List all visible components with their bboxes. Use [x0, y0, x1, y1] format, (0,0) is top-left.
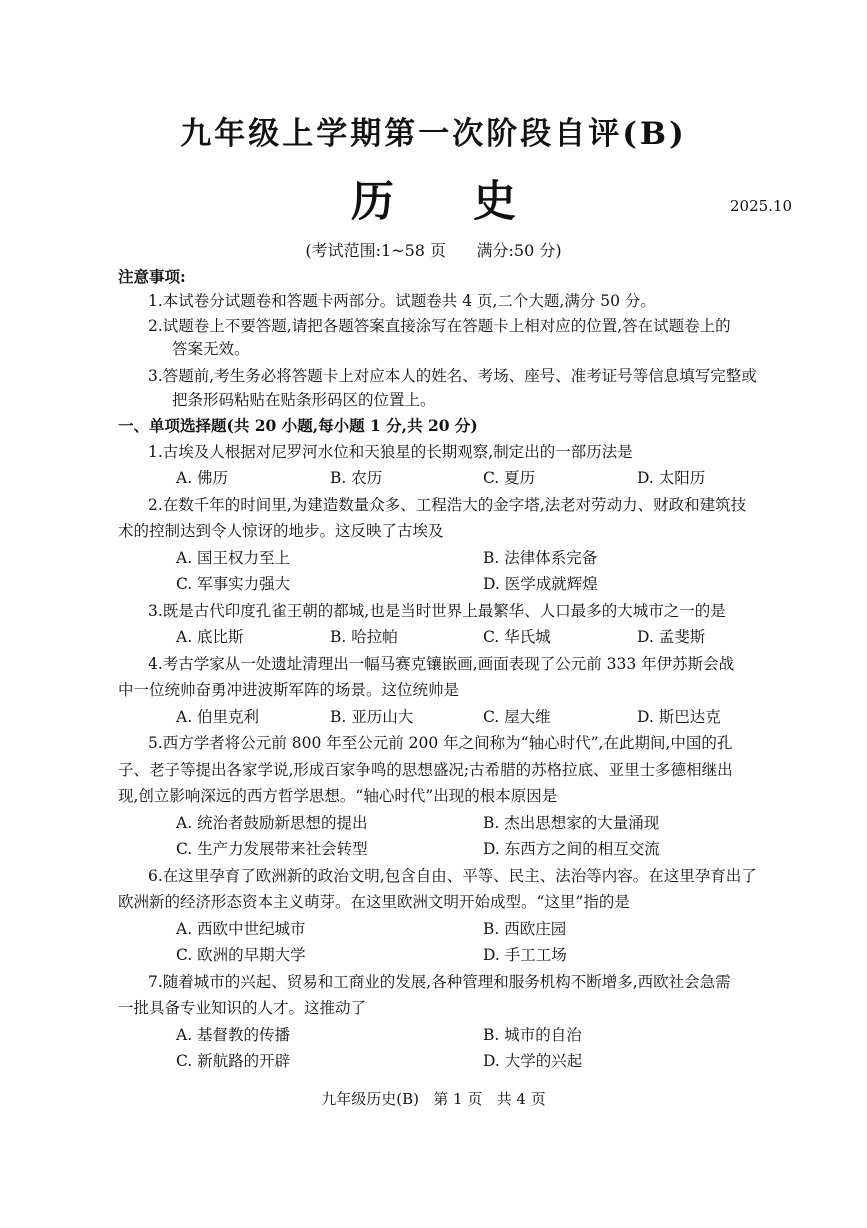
- note-item: 2.试题卷上不要答题,请把各题答案直接涂写在答题卡上相对应的位置,答在试题卷上的: [148, 317, 731, 335]
- section-heading: 一、单项选择题(共 20 小题,每小题 1 分,共 20 分): [118, 416, 478, 435]
- option: D. 东西方之间的相互交流: [483, 840, 660, 858]
- option: C. 新航路的开辟: [176, 1052, 291, 1070]
- option: B. 哈拉帕: [330, 628, 398, 646]
- notes-heading: 注意事项:: [118, 267, 186, 286]
- option: B. 亚历山大: [330, 708, 414, 726]
- question-stem: 一批具备专业知识的人才。这推动了: [118, 999, 367, 1017]
- option: A. 伯里克利: [176, 708, 260, 726]
- option: C. 欧洲的早期大学: [176, 946, 306, 964]
- question-stem: 欧洲新的经济形态资本主义萌芽。在这里欧洲文明开始成型。“这里”指的是: [118, 893, 630, 911]
- question-stem: 术的控制达到令人惊讶的地步。这反映了古埃及: [118, 522, 444, 540]
- note-item: 3.答题前,考生务必将答题卡上对应本人的姓名、考场、座号、准考证号等信息填写完整或: [148, 367, 757, 385]
- page-footer: 九年级历史(B) 第 1 页 共 4 页: [321, 1090, 546, 1108]
- option: C. 华氏城: [483, 628, 551, 646]
- option: B. 城市的自治: [483, 1026, 582, 1044]
- question-stem: 2.在数千年的时间里,为建造数量众多、工程浩大的金字塔,法老对劳动力、财政和建筑技: [148, 496, 747, 514]
- option: C. 屋大维: [483, 708, 551, 726]
- note-item: 1.本试卷分试题卷和答题卡两部分。试题卷共 4 页,二个大题,满分 50 分。: [148, 292, 656, 310]
- option: B. 农历: [330, 469, 383, 487]
- question-stem: 现,创立影响深远的西方哲学思想。“轴心时代”出现的根本原因是: [118, 787, 558, 805]
- option: C. 夏历: [483, 469, 536, 487]
- option: C. 生产力发展带来社会转型: [176, 840, 368, 858]
- question-stem: 3.既是古代印度孔雀王朝的都城,也是当时世界上最繁华、人口最多的大城市之一的是: [148, 602, 726, 620]
- option: D. 孟斐斯: [637, 628, 706, 646]
- exam-date: 2025.10: [730, 197, 793, 215]
- option: B. 西欧庄园: [483, 920, 567, 938]
- option: A. 基督教的传播: [176, 1026, 291, 1044]
- option: A. 国王权力至上: [176, 549, 291, 567]
- question-stem: 7.随着城市的兴起、贸易和工商业的发展,各种管理和服务机构不断增多,西欧社会急需: [148, 973, 731, 991]
- question-stem: 子、老子等提出各家学说,形成百家争鸣的思想盛况;古希腊的苏格拉底、亚里士多德相继出: [118, 761, 733, 779]
- option: C. 军事实力强大: [176, 575, 291, 593]
- subject-title: 历 史: [351, 177, 548, 227]
- question-stem: 中一位统帅奋勇冲进波斯军阵的场景。这位统帅是: [118, 681, 460, 699]
- option: B. 法律体系完备: [483, 549, 598, 567]
- option: B. 杰出思想家的大量涌现: [483, 814, 660, 832]
- exam-title: 九年级上学期第一次阶段自评(B): [180, 116, 687, 152]
- question-stem: 1.古埃及人根据对尼罗河水位和天狼星的长期观察,制定出的一部历法是: [148, 443, 633, 461]
- option: A. 西欧中世纪城市: [176, 920, 306, 938]
- note-item: 答案无效。: [172, 340, 250, 358]
- question-stem: 5.西方学者将公元前 800 年至公元前 200 年之间称为“轴心时代”,在此期间,中国的孔: [148, 734, 733, 752]
- question-stem: 4.考古学家从一处遗址清理出一幅马赛克镶嵌画,画面表现了公元前 333 年伊苏斯会战: [148, 655, 735, 673]
- option: A. 底比斯: [176, 628, 244, 646]
- option: D. 太阳历: [637, 469, 706, 487]
- option: D. 斯巴达克: [637, 708, 721, 726]
- option: A. 统治者鼓励新思想的提出: [176, 814, 368, 832]
- option: D. 大学的兴起: [483, 1052, 583, 1070]
- exam-range: (考试范围:1~58 页 满分:50 分): [305, 241, 562, 260]
- option: D. 手工工场: [483, 946, 567, 964]
- option: A. 佛历: [176, 469, 229, 487]
- question-stem: 6.在这里孕育了欧洲新的政治文明,包含自由、平等、民主、法治等内容。在这里孕育出了: [148, 867, 757, 885]
- option: D. 医学成就辉煌: [483, 575, 598, 593]
- note-item: 把条形码粘贴在贴条形码区的位置上。: [172, 391, 436, 409]
